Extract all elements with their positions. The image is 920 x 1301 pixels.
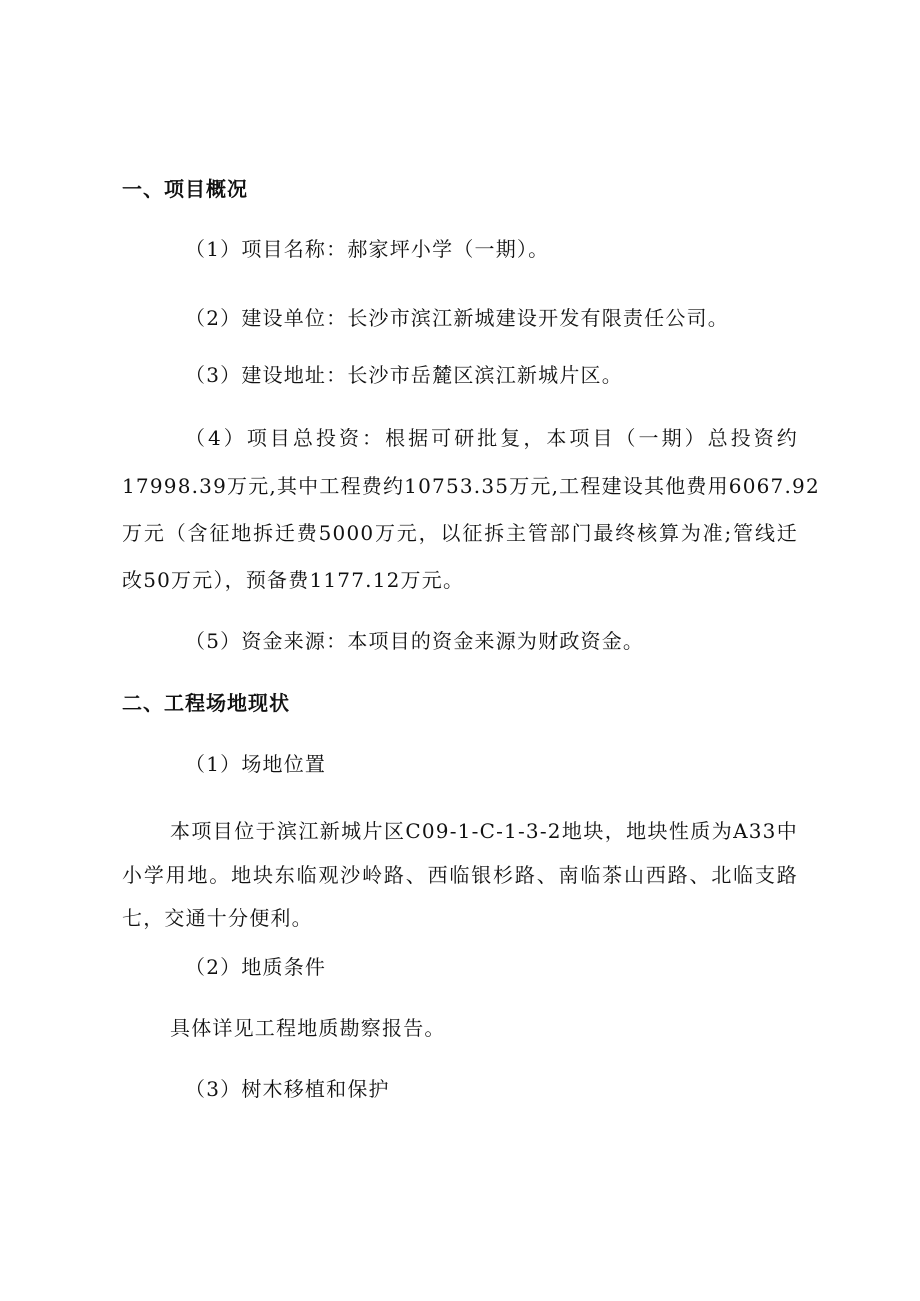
subsection-title-tree-protection: （3）树木移植和保护 bbox=[185, 1077, 390, 1101]
item-total-investment-line1: （4）项目总投资：根据可研批复，本项目（一期）总投资约 bbox=[185, 426, 798, 450]
item-total-investment-line4: 改50万元），预备费1177.12万元。 bbox=[122, 568, 465, 592]
section-heading-project-overview: 一、项目概况 bbox=[122, 177, 248, 201]
item-total-investment-line3: 万元（含征地拆迁费5000万元，以征拆主管部门最终核算为准;管线迁 bbox=[122, 521, 798, 545]
site-location-line3: 七，交通十分便利。 bbox=[122, 906, 313, 930]
item-project-name: （1）项目名称：郝家坪小学（一期）。 bbox=[185, 237, 550, 261]
subsection-title-site-location: （1）场地位置 bbox=[185, 752, 327, 776]
item-construction-address: （3）建设地址：长沙市岳麓区滨江新城片区。 bbox=[185, 363, 623, 387]
section-heading-site-status: 二、工程场地现状 bbox=[122, 691, 290, 715]
subsection-title-geology: （2）地质条件 bbox=[185, 955, 327, 979]
item-total-investment-line2: 17998.39万元,其中工程费约10753.35万元,工程建设其他费用6067.92 bbox=[122, 474, 820, 498]
item-funding-source: （5）资金来源：本项目的资金来源为财政资金。 bbox=[185, 629, 645, 653]
item-construction-unit: （2）建设单位：长沙市滨江新城建设开发有限责任公司。 bbox=[185, 306, 729, 330]
site-location-line1: 本项目位于滨江新城片区C09-1-C-1-3-2地块，地块性质为A33中 bbox=[170, 819, 798, 843]
site-location-line2: 小学用地。地块东临观沙岭路、西临银杉路、南临茶山西路、北临支路 bbox=[122, 863, 798, 887]
geology-body: 具体详见工程地质勘察报告。 bbox=[170, 1016, 446, 1040]
